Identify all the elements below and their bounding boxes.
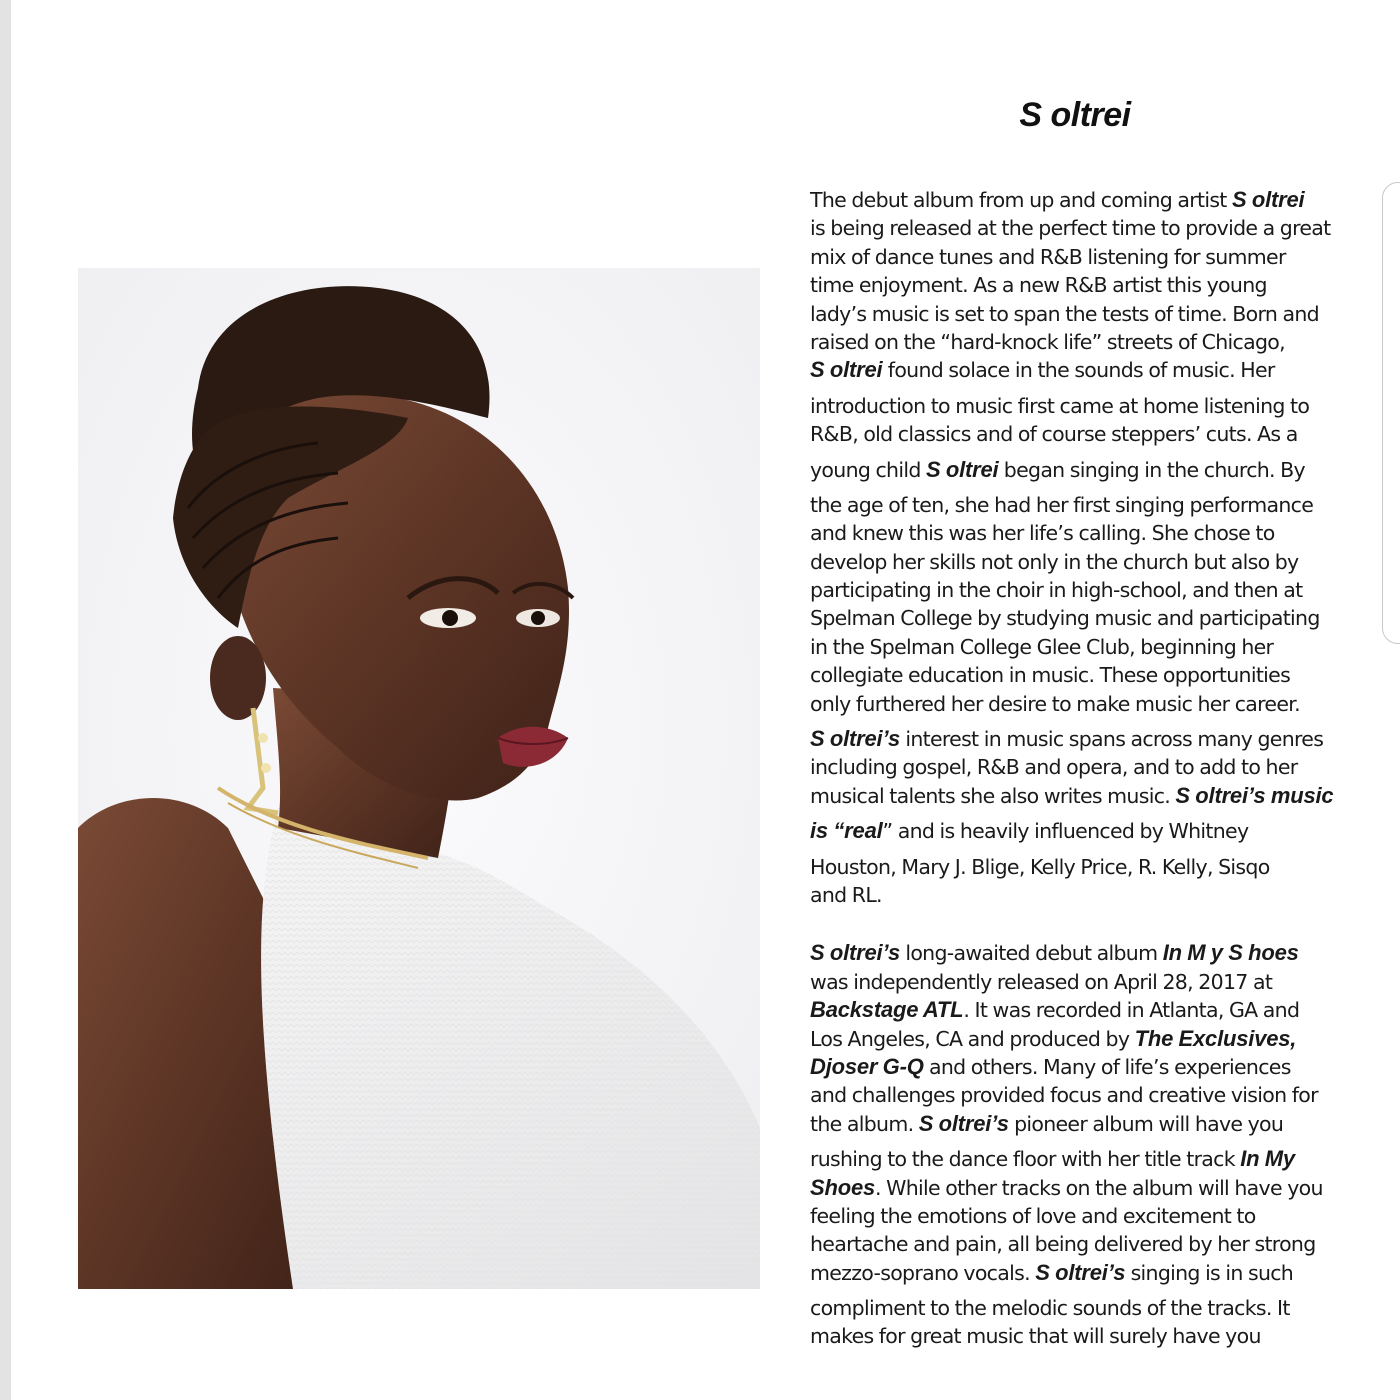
body-text-run: long-awaited debut album bbox=[900, 941, 1163, 966]
body-text-run: pioneer album will have you bbox=[1008, 1111, 1284, 1136]
text-line bbox=[810, 939, 1370, 967]
body-text-run: R&B, old classics and of course steppers’ cuts. As a bbox=[810, 422, 1298, 447]
text-line bbox=[810, 1174, 1370, 1202]
emphasis-text: Djoser G-Q bbox=[810, 1053, 924, 1079]
emphasis-text: In My bbox=[1240, 1146, 1295, 1172]
body-text-run: makes for great music that will surely have you bbox=[810, 1324, 1261, 1349]
text-line bbox=[810, 1025, 1370, 1053]
body-text-run: the age of ten, she had her first singing performance bbox=[810, 492, 1314, 517]
body-text-run: is being released at the perfect time to provide a great bbox=[810, 216, 1331, 241]
text-line bbox=[810, 392, 1370, 420]
emphasis-text: Shoes bbox=[810, 1174, 876, 1200]
body-text-run: introduction to music first came at home listening to bbox=[810, 393, 1310, 418]
emphasis-text: is “ bbox=[810, 818, 845, 844]
emphasis-text: S oltrei bbox=[1231, 187, 1305, 212]
body-text-run: feeling the emotions of love and excitement to bbox=[810, 1203, 1256, 1228]
body-text-run: musical talents she also writes music. bbox=[810, 783, 1176, 808]
body-text-run: interest in music spans across many genres bbox=[900, 727, 1324, 752]
text-line bbox=[810, 1230, 1370, 1258]
body-text-run: . It was recorded in Atlanta, GA and bbox=[963, 998, 1300, 1023]
body-text-run: Spelman College by studying music and participating bbox=[810, 606, 1320, 631]
body-text-run: found solace in the sounds of music. Her bbox=[882, 358, 1275, 383]
text-line bbox=[810, 604, 1370, 632]
artist-portrait-photo bbox=[78, 268, 760, 1289]
text-line bbox=[810, 996, 1370, 1024]
text-line bbox=[810, 328, 1370, 356]
text-line bbox=[810, 753, 1370, 781]
text-line bbox=[810, 1145, 1370, 1173]
body-text-run: and knew this was her life’s calling. She chose to bbox=[810, 521, 1275, 546]
text-line bbox=[810, 356, 1370, 384]
body-text-run: Los Angeles, CA and produced by bbox=[810, 1026, 1135, 1051]
emphasis-text: S oltrei’s bbox=[810, 940, 901, 966]
emphasis-text: Backstage ATL bbox=[810, 997, 964, 1023]
page-title: S oltrei bbox=[1019, 96, 1131, 134]
emphasis-text: S oltrei’s music bbox=[1175, 782, 1334, 808]
emphasis-text: The Exclusives, bbox=[1134, 1025, 1297, 1051]
body-text-run: the album. bbox=[810, 1111, 919, 1136]
text-line bbox=[810, 1110, 1370, 1138]
body-text-run: and RL. bbox=[810, 882, 882, 907]
text-line bbox=[810, 576, 1370, 604]
text-line bbox=[810, 420, 1370, 448]
emphasis-text: S oltrei bbox=[810, 357, 883, 383]
text-line bbox=[810, 1322, 1370, 1350]
body-text-run: The debut album from up and coming artist bbox=[810, 188, 1232, 212]
body-text-run: lady’s music is set to span the tests of time. Born and bbox=[810, 301, 1319, 326]
body-text-run: singing is in such bbox=[1125, 1260, 1294, 1285]
emphasis-text: S oltrei’s bbox=[918, 1110, 1009, 1136]
body-text-run: Houston, Mary J. Blige, Kelly Price, R. Kelly, Sisqo bbox=[810, 854, 1270, 879]
body-text-run: only furthered her desire to make music her career. bbox=[810, 691, 1300, 716]
body-text-run: was independently released on April 28, 2017 at bbox=[810, 969, 1273, 994]
body-text-run: ” and is heavily influenced by Whitney bbox=[882, 819, 1249, 844]
text-line bbox=[810, 853, 1370, 881]
text-line bbox=[810, 491, 1370, 519]
text-line bbox=[810, 214, 1370, 242]
body-text-run: raised on the “hard-knock life” streets of Chicago, bbox=[810, 329, 1285, 354]
emphasis-text: real bbox=[844, 818, 883, 844]
body-text-run: mezzo-soprano vocals. bbox=[810, 1260, 1036, 1285]
text-line bbox=[810, 782, 1370, 810]
text-line bbox=[810, 243, 1370, 271]
text-line bbox=[810, 968, 1370, 996]
text-line bbox=[810, 690, 1370, 718]
text-line bbox=[810, 271, 1370, 299]
text-line bbox=[810, 519, 1370, 547]
body-text-run: and challenges provided focus and creative vision for bbox=[810, 1083, 1318, 1108]
body-text-run: heartache and pain, all being delivered by her strong bbox=[810, 1232, 1316, 1257]
text-line bbox=[810, 1259, 1370, 1287]
text-line bbox=[810, 1081, 1370, 1109]
text-line bbox=[810, 1053, 1370, 1081]
page-left-margin bbox=[0, 0, 11, 1400]
text-line bbox=[810, 186, 1370, 214]
body-text-run: develop her skills not only in the church but also by bbox=[810, 549, 1299, 574]
article-body bbox=[810, 186, 1370, 1351]
body-text-run: mix of dance tunes and R&B listening for summer bbox=[810, 244, 1286, 269]
text-line bbox=[810, 548, 1370, 576]
text-line bbox=[810, 661, 1370, 689]
emphasis-text: S oltrei’s bbox=[810, 726, 901, 752]
text-line bbox=[810, 1294, 1370, 1322]
text-line bbox=[810, 725, 1370, 753]
text-line bbox=[810, 1202, 1370, 1230]
text-line bbox=[810, 817, 1370, 845]
emphasis-text: S oltrei bbox=[925, 456, 999, 482]
emphasis-text: S oltrei’s bbox=[1035, 1259, 1126, 1285]
body-text-run: and others. Many of life’s experiences bbox=[923, 1054, 1291, 1079]
body-text-run: in the Spelman College Glee Club, beginning her bbox=[810, 634, 1274, 659]
emphasis-text: In M y S hoes bbox=[1162, 940, 1299, 966]
text-line bbox=[810, 300, 1370, 328]
body-text-run: rushing to the dance floor with her title track bbox=[810, 1147, 1241, 1172]
body-text-run: time enjoyment. As a new R&B artist this young bbox=[810, 273, 1267, 298]
text-line bbox=[810, 456, 1370, 484]
body-text-run: began singing in the church. By bbox=[998, 457, 1305, 482]
text-line bbox=[810, 633, 1370, 661]
body-text-run: young child bbox=[810, 457, 926, 482]
body-text-run: including gospel, R&B and opera, and to add to her bbox=[810, 755, 1298, 780]
body-text-run: . While other tracks on the album will have you bbox=[875, 1175, 1323, 1200]
scroll-handle[interactable] bbox=[1382, 182, 1400, 644]
body-text-run: compliment to the melodic sounds of the tracks. It bbox=[810, 1296, 1290, 1321]
text-line bbox=[810, 881, 1370, 909]
body-text-run: collegiate education in music. These opportunities bbox=[810, 663, 1291, 688]
body-text-run: participating in the choir in high-school, and then at bbox=[810, 578, 1303, 603]
portrait-photo-icon bbox=[78, 268, 760, 1289]
